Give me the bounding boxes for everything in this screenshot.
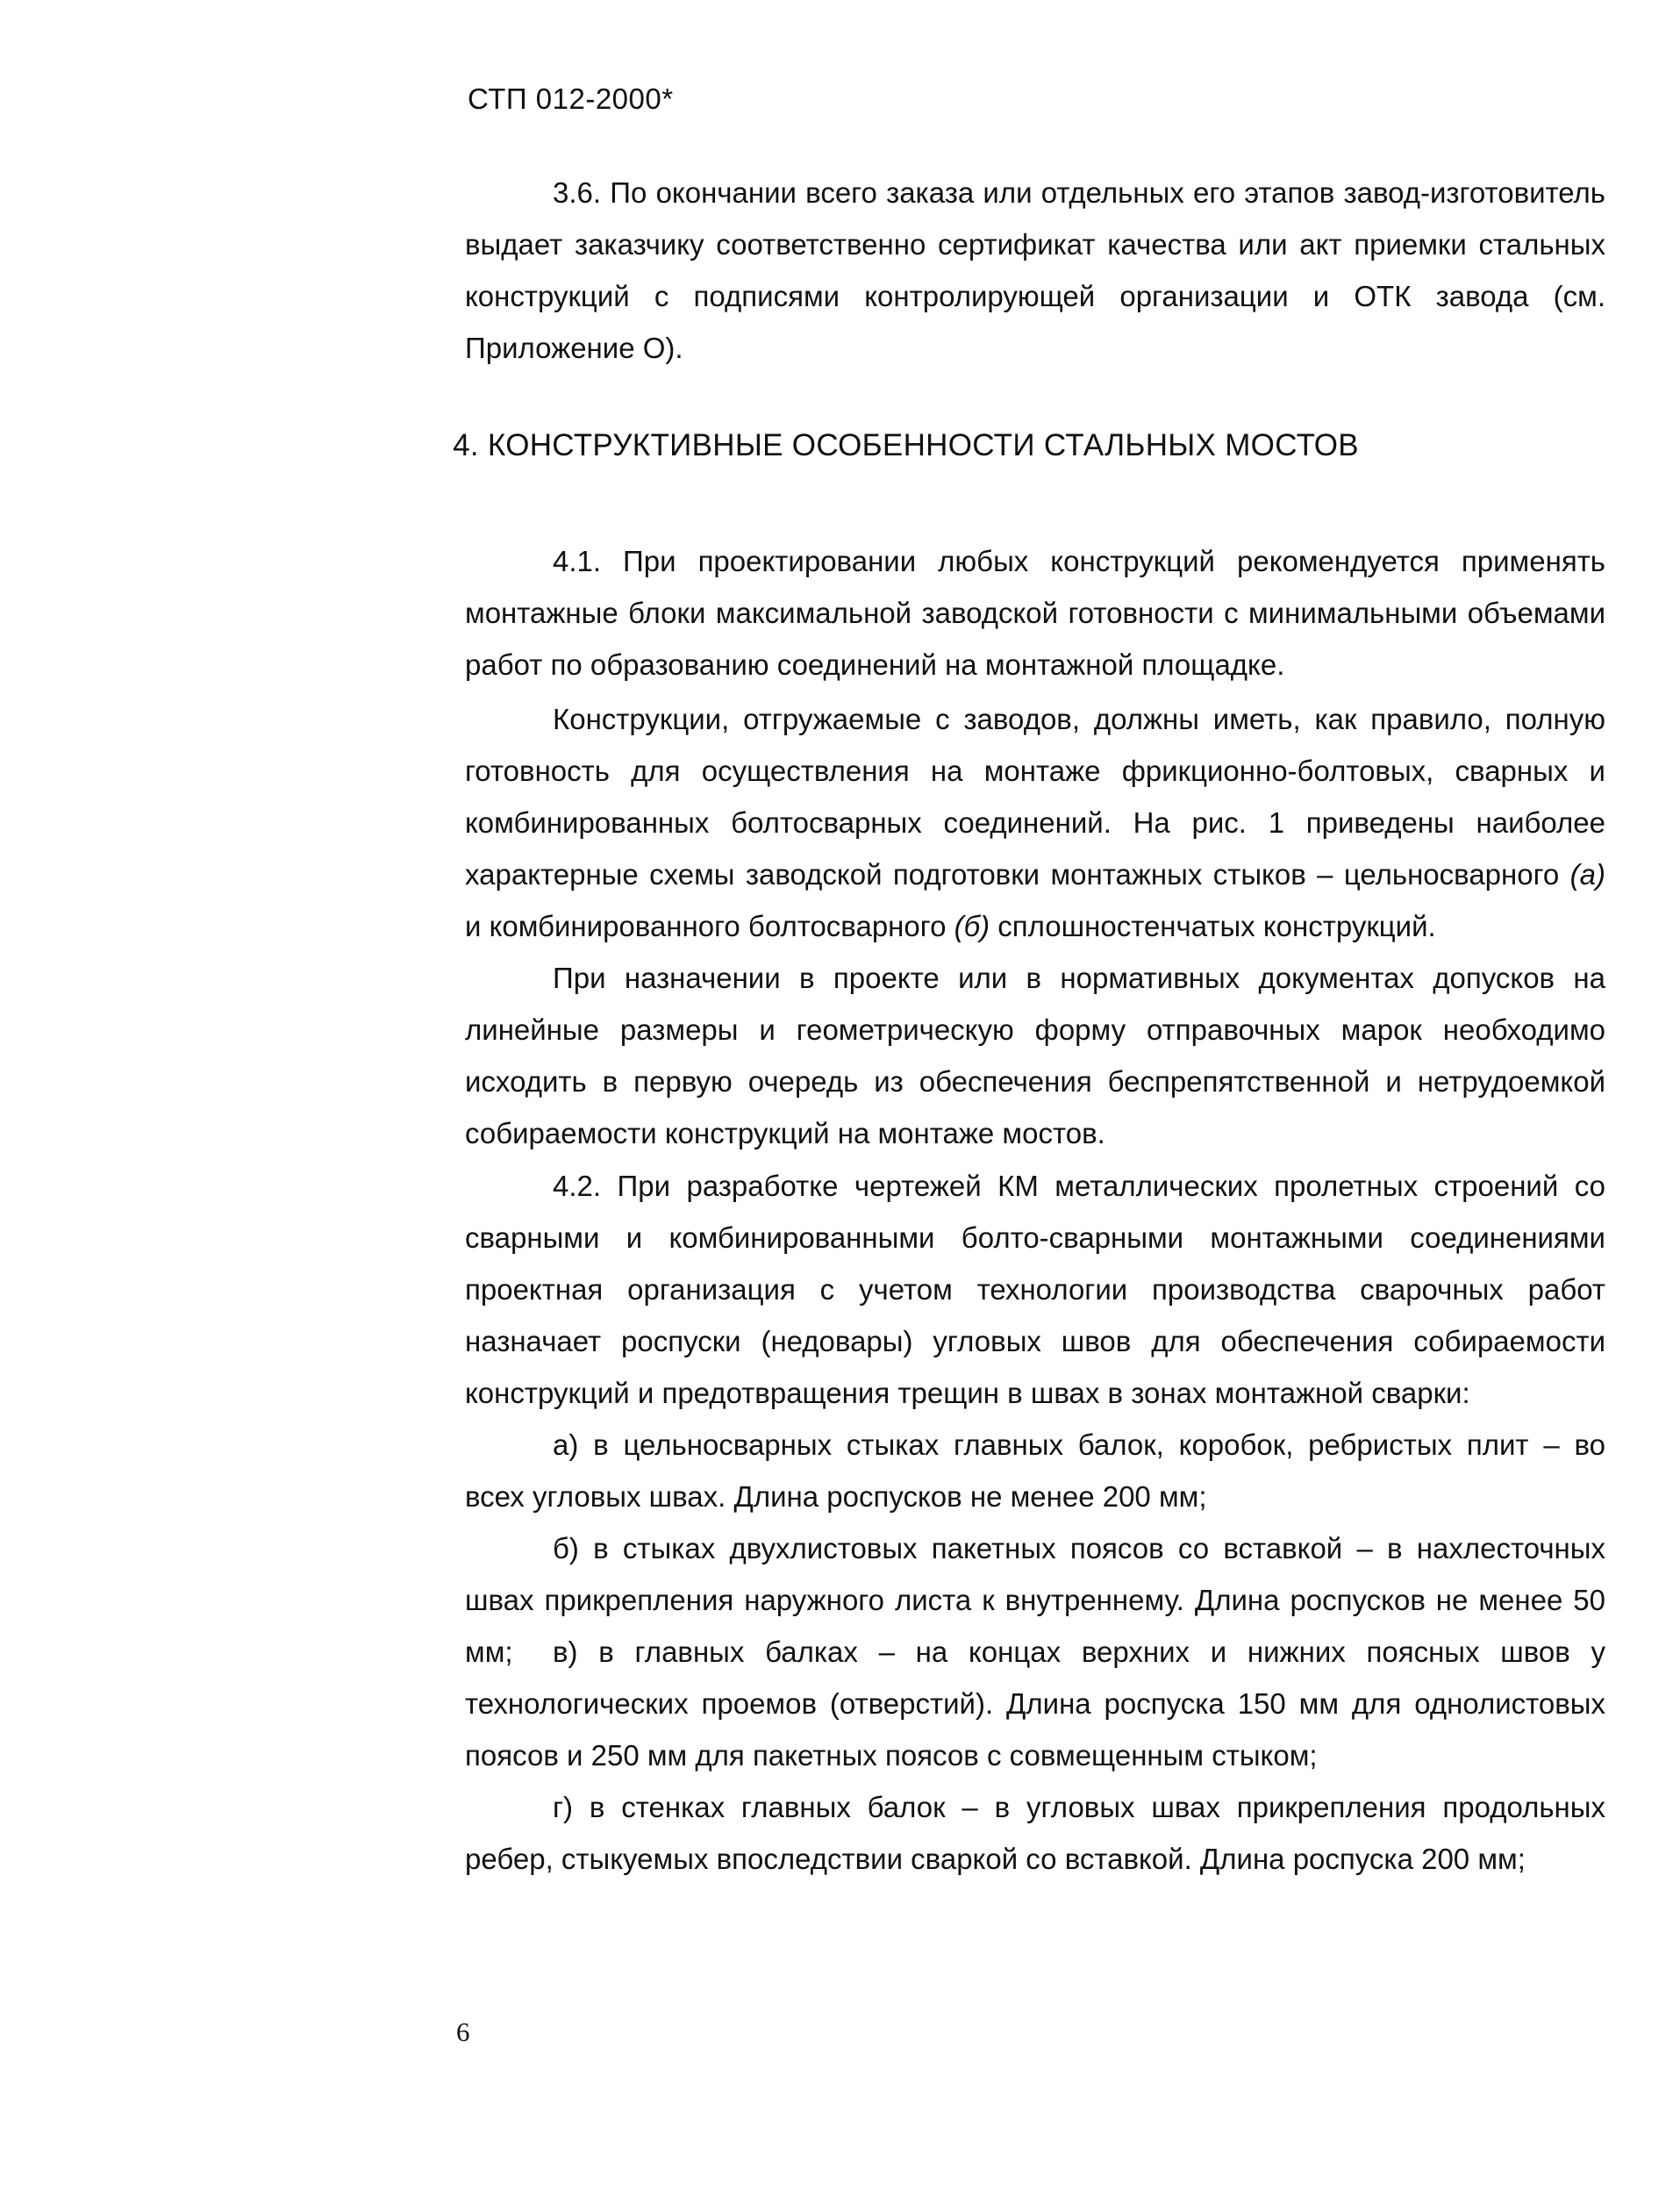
list-item-g: г) в стенках главных балок – в угловых швах прикрепления продольных ребер, стыкуемых впоследствии сваркой со вставкой. Длина роспуска 200 мм; — [465, 1791, 1605, 1875]
list-item-v: в) в главных балках – на концах верхних и нижних поясных швов у технологических проемов (отверстий). Длина роспуска 150 мм для однолистовых поясов и 250 мм для пакетных поясов с совмещенным стыком; — [465, 1636, 1605, 1772]
paragraph-constructions — [465, 693, 1605, 952]
figure-label-b: (б) — [954, 910, 990, 942]
constructions-text-part-1: Конструкции, отгружаемые с заводов, должны иметь, как правило, полную готовность для осуществления на монтаже фрикционно-болтовых, сварных и комбинированных болтосварных соединений. На рис. 1 приведены наиболее характерные схемы заводской подготовки монтажных стыков – цельносварного — [465, 703, 1605, 891]
paragraph-4-2: 4.2. При разработке чертежей КМ металлических пролетных строений со сварными и комбинированными болто-сварными монтажными соединениями проектная организация с учетом технологии производства сварочных работ назначает роспуски (недовары) угловых швов для обеспечения собираемости конструкций и предотвращения трещин в швах в зонах монтажной сварки: — [465, 1170, 1605, 1409]
section-4-heading — [0, 428, 1680, 463]
figure-label-a: (а) — [1569, 858, 1605, 891]
constructions-text-part-3: сплошностенчатых конструкций. — [990, 910, 1436, 942]
list-item-b: б) в стыках двухлистовых пакетных поясов со вставкой – в нахлесточных швах прикрепления наружного листа к внутреннему. Длина роспусков не менее 50 мм; — [465, 1532, 1605, 1668]
list-item-a: а) в цельносварных стыках главных балок, коробок, ребристых плит – во всех угловых швах. Длина роспусков не менее 200 мм; — [465, 1428, 1605, 1513]
paragraph-3-6: 3.6. По окончании всего заказа или отдельных его этапов завод-изготовитель выдает заказчику соответственно сертификат качества или акт приемки стальных конструкций с подписями контролирующей организации и ОТК завода (см. Приложение О). — [465, 176, 1605, 364]
constructions-text-part-2: и комбинированного болтосварного — [465, 910, 954, 942]
section-4-heading-text: 4. КОНСТРУКТИВНЫЕ ОСОБЕННОСТИ СТАЛЬНЫХ МОСТОВ — [453, 428, 1359, 462]
page-number: 6 — [456, 2016, 470, 2047]
paragraph-4-1: 4.1. При проектировании любых конструкций рекомендуется применять монтажные блоки максимальной заводской готовности с минимальными объемами работ по образованию соединений на монтажной площадке. — [465, 545, 1605, 681]
document-code-header: СТП 012-2000* — [468, 82, 674, 115]
paragraph-tolerances: При назначении в проекте или в нормативных документах допусков на линейные размеры и геометрическую форму отправочных марок необходимо исходить в первую очередь из обеспечения беспрепятственной и нетрудоемкой собираемости конструкций на монтаже мостов. — [465, 962, 1605, 1149]
